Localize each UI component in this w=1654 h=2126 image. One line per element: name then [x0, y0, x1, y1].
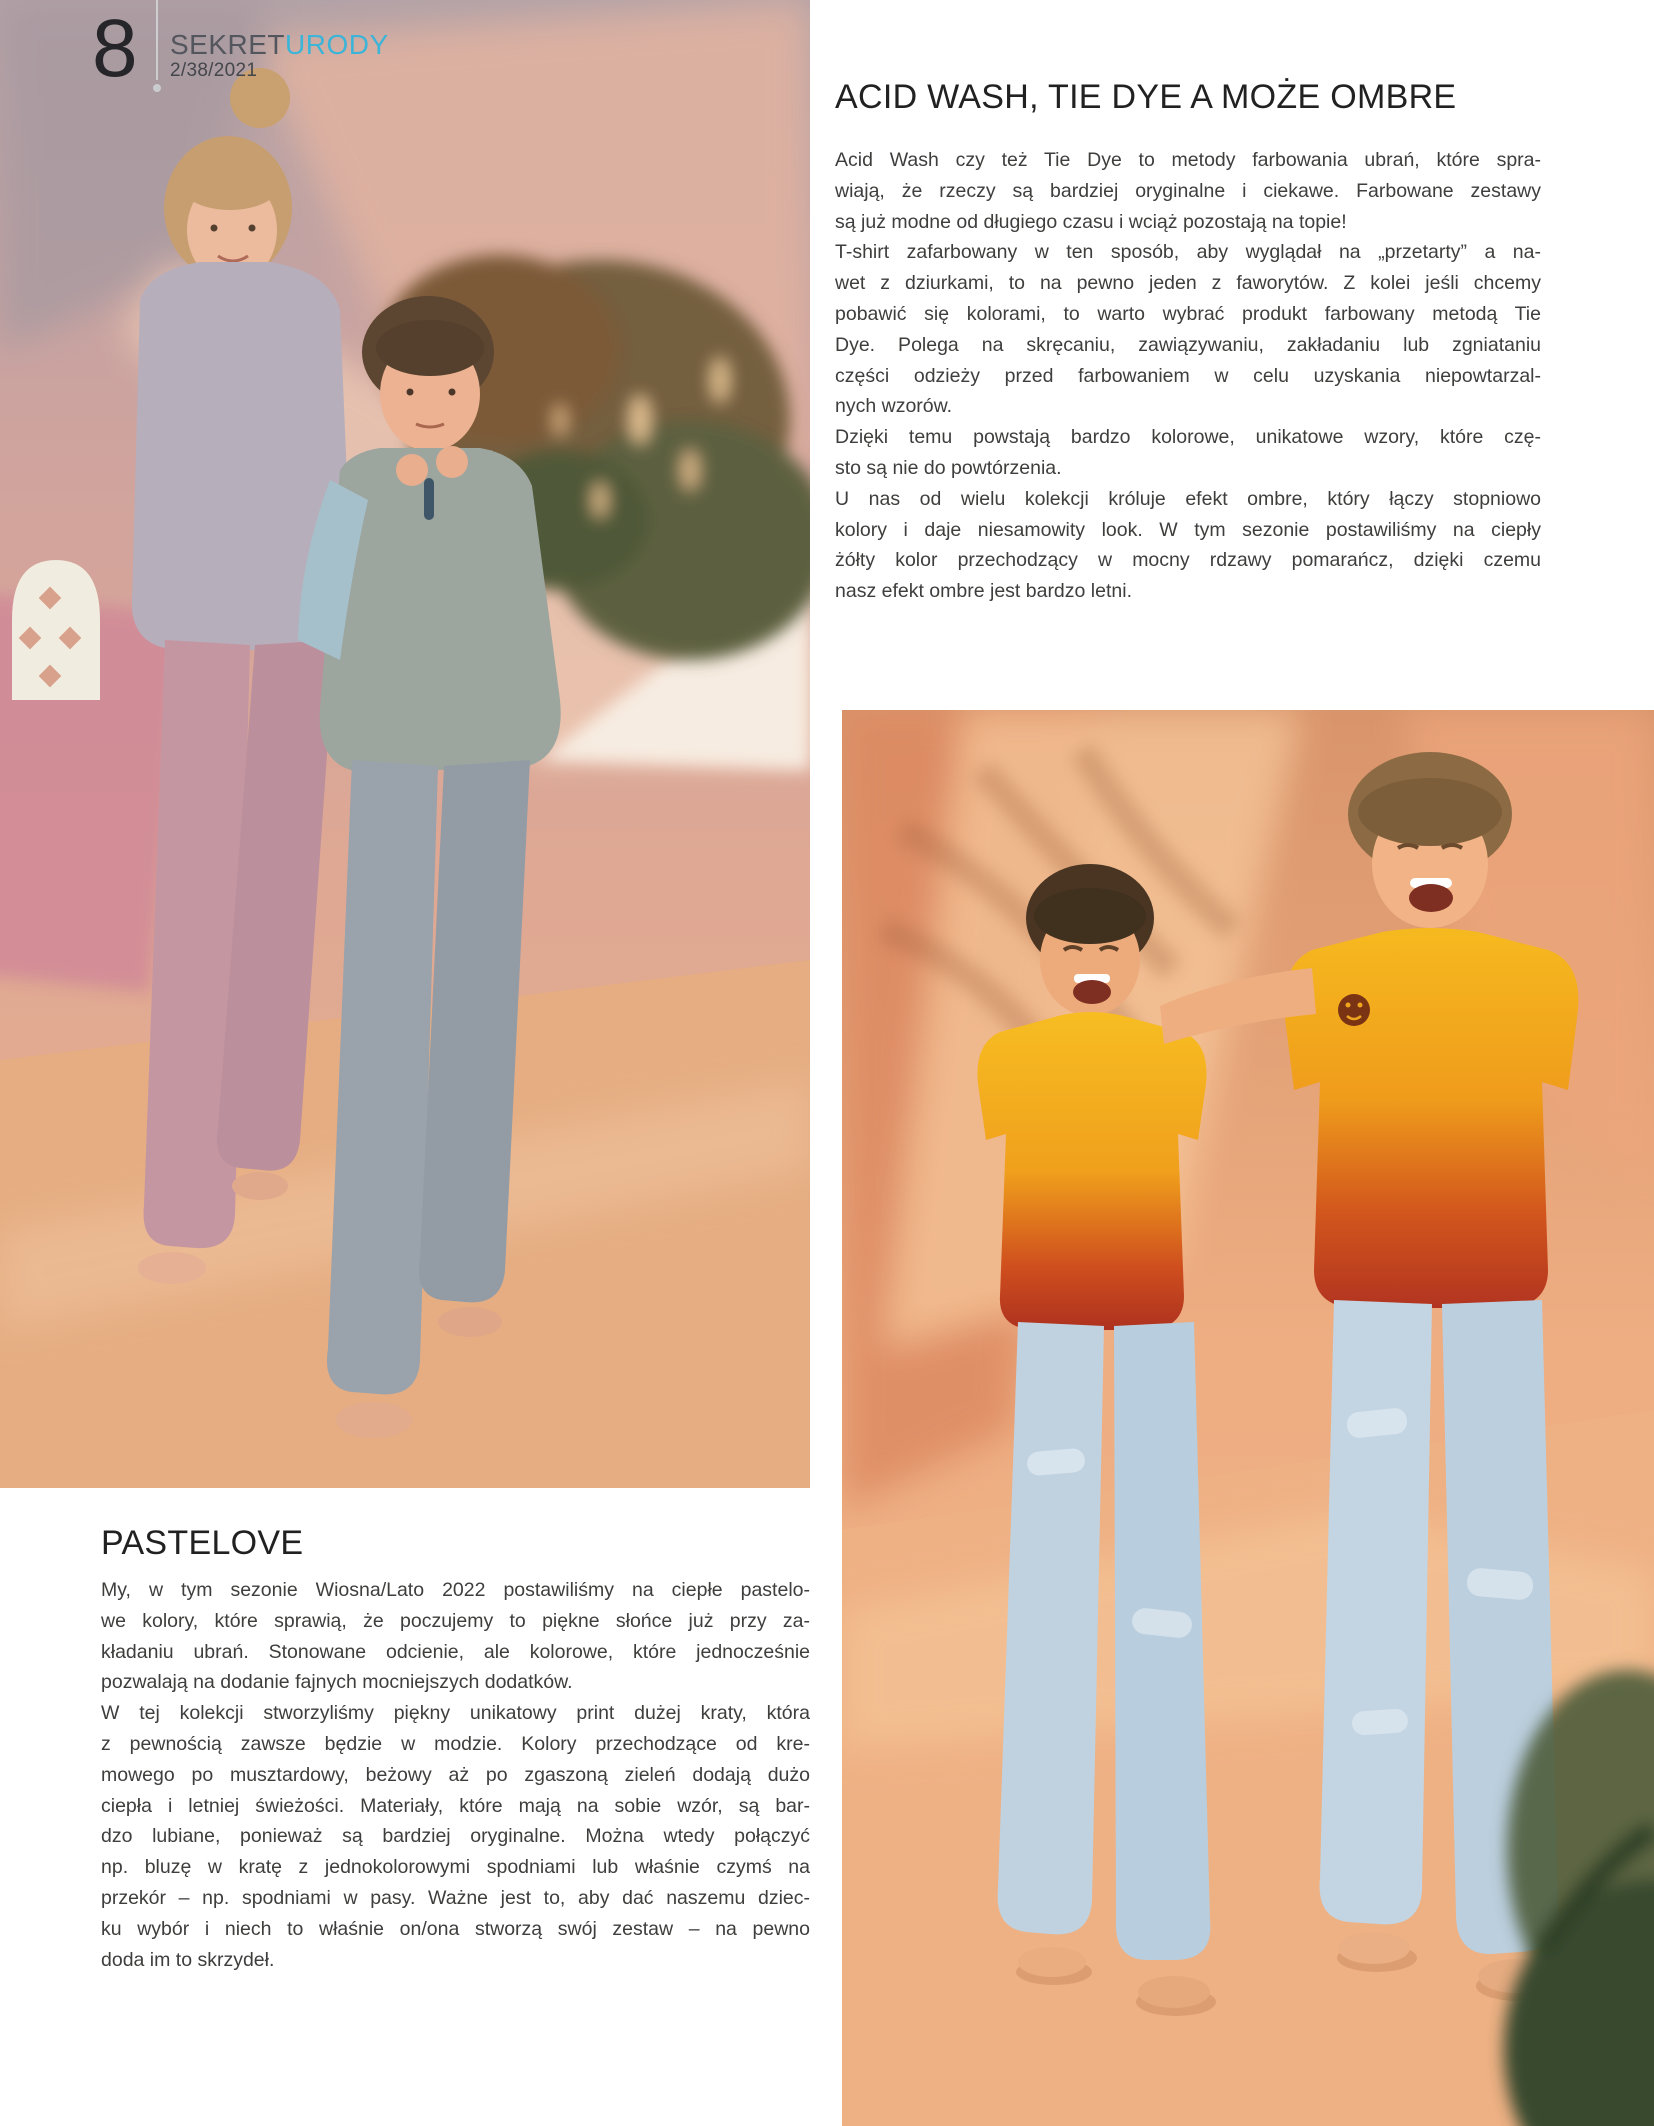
article-line: żółty kolor przechodzący w mocny rdzawy pomarańcz, dzięki czemu [835, 549, 1541, 572]
article-line: np. bluzę w kratę z jednokolorowymi spodniami lub właśnie czymś na [101, 1856, 810, 1879]
ombre-boys-photo [842, 710, 1654, 2126]
article-line: sto są nie do powtórzenia. [835, 457, 1062, 480]
article-line: z pewnością zawsze będzie w modzie. Kolory przechodzące od kre- [101, 1733, 810, 1756]
article-line: My, w tym sezonie Wiosna/Lato 2022 postawiliśmy na ciepłe pastelo- [101, 1579, 810, 1602]
article-line: kolory i daje niesamowity look. W tym sezonie postawiliśmy na ciepły [835, 518, 1541, 541]
article-line: pobawić się kolorami, to warto wybrać produkt farbowany metodą Tie [835, 303, 1541, 326]
article-line: pozwalają na dodanie fajnych mocniejszych dodatków. [101, 1671, 573, 1694]
article-line: wet z dziurkami, to na pewno jeden z faworytów. Z kolei jeśli chcemy [835, 272, 1541, 295]
article-line: mowego po musztardowy, beżowy aż po zgaszoną zieleń dodają dużo [101, 1763, 810, 1786]
pastelove-title: PASTELOVE [101, 1524, 304, 1562]
page-number: 8 [92, 3, 136, 94]
article-line: wiają, że rzeczy są bardziej oryginalne i ciekawe. Farbowane zestawy [835, 179, 1541, 202]
brand-primary: SEKRET [170, 29, 286, 60]
article-line: U nas od wielu kolekcji króluje efekt ombre, który łączy stopniowo [835, 487, 1541, 510]
lattice-decor [12, 560, 100, 700]
article-line: Dye. Polega na skręcaniu, zawiązywaniu, zakładaniu lub zgniataniu [835, 333, 1541, 356]
issue-number: 2/38/2021 [170, 60, 258, 81]
pastelove-article [101, 1524, 810, 1975]
acid-wash-article [835, 78, 1541, 607]
article-line: nasz efekt ombre jest bardzo letni. [835, 580, 1132, 603]
article-line: nych wzorów. [835, 395, 953, 418]
pastel-kids-photo-illustration [0, 0, 810, 1488]
article-line: części odzieży przed farbowaniem w celu uzyskania niepowtarzal- [835, 364, 1541, 387]
article-line: we kolory, które sprawią, że poczujemy to piękne słońce już przy za- [101, 1609, 810, 1632]
article-line: dzo lubiane, ponieważ są bardziej oryginalne. Można wtedy połączyć [101, 1825, 810, 1848]
article-line: ciepła i letniej świeżości. Materiały, które mają na sobie wzór, są bar- [101, 1794, 810, 1817]
article-line: T-shirt zafarbowany w ten sposób, aby wyglądał na „przetarty” a na- [835, 241, 1541, 264]
ombre-boys-photo-illustration [842, 710, 1654, 2126]
magazine-brand [170, 30, 389, 61]
article-line: W tej kolekcji stworzyliśmy piękny unikatowy print dużej kraty, która [101, 1702, 810, 1725]
article-line: ku wybór i niech to właśnie on/ona stworzą swój zestaw – na pewno [101, 1917, 810, 1940]
article-line: są już modne od długiego czasu i wciąż pozostają na topie! [835, 210, 1347, 233]
pastel-kids-photo [0, 0, 810, 1488]
header-divider-line [156, 0, 158, 80]
article-line: Dzięki temu powstają bardzo kolorowe, unikatowe wzory, które czę- [835, 426, 1541, 449]
article-line: Acid Wash czy też Tie Dye to metody farbowania ubrań, które spra- [835, 149, 1541, 172]
article-line: doda im to skrzydeł. [101, 1948, 275, 1971]
acid-wash-title: ACID WASH, TIE DYE A MOŻE OMBRE [835, 78, 1457, 116]
article-line: przekór – np. spodniami w pasy. Ważne jest to, aby dać naszemu dziec- [101, 1887, 810, 1910]
article-line: kładaniu ubrań. Stonowane odcienie, ale kolorowe, które jednocześnie [101, 1640, 810, 1663]
header-divider-dot [153, 84, 161, 92]
brand-secondary: URODY [285, 29, 389, 60]
